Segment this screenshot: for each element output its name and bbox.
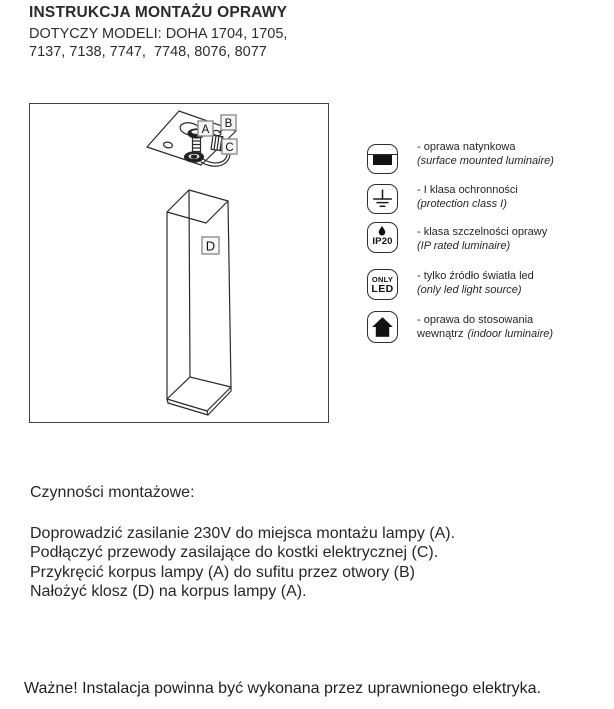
surface-luminaire-block bbox=[373, 155, 392, 165]
legend-pl: - klasa szczelności oprawy bbox=[417, 226, 548, 238]
house-icon bbox=[368, 312, 397, 342]
instruction-step: Podłączyć przewody zasilające do kostki elektrycznej (C). bbox=[30, 544, 439, 562]
water-drop-icon bbox=[368, 225, 396, 236]
plate-screw-hole-left bbox=[163, 141, 173, 148]
instruction-step: Doprowadzić zasilanie 230V do miejsca montażu lampy (A). bbox=[30, 525, 456, 542]
warning-text: Ważne! Instalacja powinna być wykonana przez uprawnionego elektryka. bbox=[24, 680, 542, 697]
only-text: ONLY bbox=[371, 274, 394, 284]
assembly-diagram bbox=[29, 103, 329, 423]
instruction-step: Nałożyć klosz (D) na korpus lampy (A). bbox=[30, 582, 307, 600]
label-d: D bbox=[205, 238, 216, 254]
model-list-line2: 7137, 7138, 7747, 7748, 8076, 8077 bbox=[29, 44, 267, 60]
model-list-line1: DOTYCZY MODELI: DOHA 1704, 1705, bbox=[29, 26, 288, 42]
instructions-heading: Czynności montażowe: bbox=[30, 484, 195, 501]
legend-pl2: wewnątrz bbox=[417, 327, 464, 340]
legend-pl: - tylko źródło światła led bbox=[417, 270, 534, 282]
page-title: INSTRUKCJA MONTAŻU OPRAWY bbox=[29, 4, 288, 21]
legend-row-indoor bbox=[417, 314, 553, 341]
legend-row-protection-class bbox=[417, 184, 518, 211]
legend-en: (indoor luminaire) bbox=[467, 327, 554, 340]
legend-pl: - I klasa ochronności bbox=[417, 184, 518, 196]
ground-symbol bbox=[368, 185, 397, 213]
terminal-block bbox=[211, 135, 223, 150]
surface-mounted-icon bbox=[367, 144, 398, 174]
label-b: B bbox=[224, 117, 233, 130]
legend-en: (surface mounted luminaire) bbox=[417, 154, 554, 167]
label-c: C bbox=[225, 141, 234, 154]
led-only-icon bbox=[367, 269, 398, 300]
legend-pl: - oprawa natynkowa bbox=[417, 141, 516, 153]
legend-row-surface-mounted bbox=[417, 141, 554, 168]
model-list bbox=[29, 25, 287, 61]
ip-rating-icon bbox=[367, 222, 398, 253]
instructions-steps bbox=[30, 524, 455, 601]
legend-en: (only led light source) bbox=[417, 283, 522, 296]
ip-rating-text: IP20 bbox=[372, 236, 393, 247]
instruction-step: Przykręcić korpus lampy (A) do sufitu przez otwory (B) bbox=[30, 563, 415, 581]
protection-class-icon bbox=[367, 184, 398, 214]
lamp-shade bbox=[167, 190, 231, 415]
led-text: LED bbox=[371, 282, 394, 295]
indoor-icon bbox=[367, 311, 398, 343]
label-a: A bbox=[201, 123, 210, 136]
legend-pl: - oprawa do stosowania bbox=[417, 314, 534, 326]
assembly-diagram-drawing bbox=[30, 104, 327, 421]
legend-en: (protection class I) bbox=[417, 197, 507, 210]
legend-en: (IP rated luminaire) bbox=[417, 239, 511, 252]
legend-row-ip-rating bbox=[417, 226, 547, 253]
legend-row-led-only bbox=[417, 270, 534, 297]
